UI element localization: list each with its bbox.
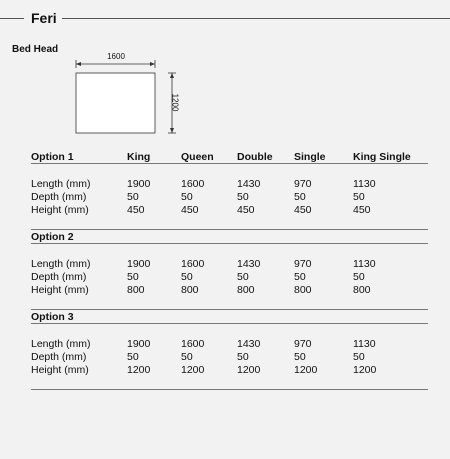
cell: 1200 <box>181 363 205 376</box>
table-row <box>31 270 428 283</box>
cell: 1130 <box>353 257 376 270</box>
cell: 1430 <box>237 177 261 190</box>
table-row <box>31 257 428 270</box>
section-subtitle: Bed Head <box>12 44 59 55</box>
cell: 800 <box>237 283 255 296</box>
option-header-row <box>31 310 428 324</box>
row-label: Depth (mm) <box>31 270 87 283</box>
cell: 1600 <box>181 177 205 190</box>
row-label: Length (mm) <box>31 257 91 270</box>
height-arrow-bottom <box>170 128 174 133</box>
cell: 450 <box>181 203 199 216</box>
height-arrow-top <box>170 73 174 78</box>
cell: 800 <box>353 283 371 296</box>
cell: 450 <box>127 203 145 216</box>
option-name: Option 1 <box>31 150 127 164</box>
cell: 50 <box>181 270 193 283</box>
row-label: Depth (mm) <box>31 350 87 363</box>
cell: 50 <box>353 270 365 283</box>
cell: 1200 <box>294 363 318 376</box>
row-label: Length (mm) <box>31 337 91 350</box>
cell: 450 <box>237 203 255 216</box>
cell: 50 <box>237 350 249 363</box>
cell: 50 <box>127 190 139 203</box>
specs-table <box>31 150 428 390</box>
cell: 1200 <box>127 363 151 376</box>
cell: 1600 <box>181 337 205 350</box>
cell: 50 <box>237 190 249 203</box>
cell: 50 <box>294 190 306 203</box>
option-header-row <box>31 230 428 244</box>
column-header: Double <box>237 150 294 164</box>
height-dimension-label: 1200 <box>170 93 180 112</box>
table-row <box>31 350 428 363</box>
cell: 1600 <box>181 257 205 270</box>
cell: 1900 <box>127 257 151 270</box>
cell: 1900 <box>127 177 151 190</box>
cell: 50 <box>353 190 365 203</box>
bed-head-diagram <box>0 0 450 160</box>
cell: 800 <box>127 283 145 296</box>
cell: 1200 <box>353 363 377 376</box>
cell: 50 <box>181 190 193 203</box>
row-label: Length (mm) <box>31 177 91 190</box>
table-row <box>31 363 428 376</box>
cell: 50 <box>127 350 139 363</box>
table-row <box>31 190 428 203</box>
table-row <box>31 177 428 190</box>
cell: 1130 <box>353 177 376 190</box>
width-arrow-left <box>76 62 81 66</box>
cell: 1430 <box>237 257 261 270</box>
cell: 50 <box>181 350 193 363</box>
column-header: King Single <box>353 150 428 164</box>
cell: 50 <box>294 270 306 283</box>
width-arrow-right <box>150 62 155 66</box>
cell: 800 <box>294 283 312 296</box>
cell: 450 <box>353 203 371 216</box>
row-label: Depth (mm) <box>31 190 87 203</box>
bed-head-panel <box>76 73 155 133</box>
column-header: Single <box>294 150 353 164</box>
row-label: Height (mm) <box>31 283 89 296</box>
row-label: Height (mm) <box>31 203 89 216</box>
table-row <box>31 337 428 350</box>
cell: 800 <box>181 283 199 296</box>
option-header-row <box>31 150 428 164</box>
table-row <box>31 283 428 296</box>
width-dimension-label: 1600 <box>107 52 125 61</box>
cell: 50 <box>353 350 365 363</box>
cell: 1130 <box>353 337 376 350</box>
cell: 970 <box>294 177 312 190</box>
cell: 1900 <box>127 337 151 350</box>
column-header: Queen <box>181 150 237 164</box>
cell: 1200 <box>237 363 261 376</box>
column-header: King <box>127 150 181 164</box>
table-row <box>31 203 428 216</box>
cell: 50 <box>294 350 306 363</box>
option-name: Option 2 <box>31 230 428 244</box>
row-label: Height (mm) <box>31 363 89 376</box>
option-name: Option 3 <box>31 310 428 324</box>
cell: 50 <box>237 270 249 283</box>
cell: 970 <box>294 337 312 350</box>
cell: 970 <box>294 257 312 270</box>
page-title: Feri <box>31 10 57 26</box>
cell: 50 <box>127 270 139 283</box>
cell: 1430 <box>237 337 261 350</box>
cell: 450 <box>294 203 312 216</box>
